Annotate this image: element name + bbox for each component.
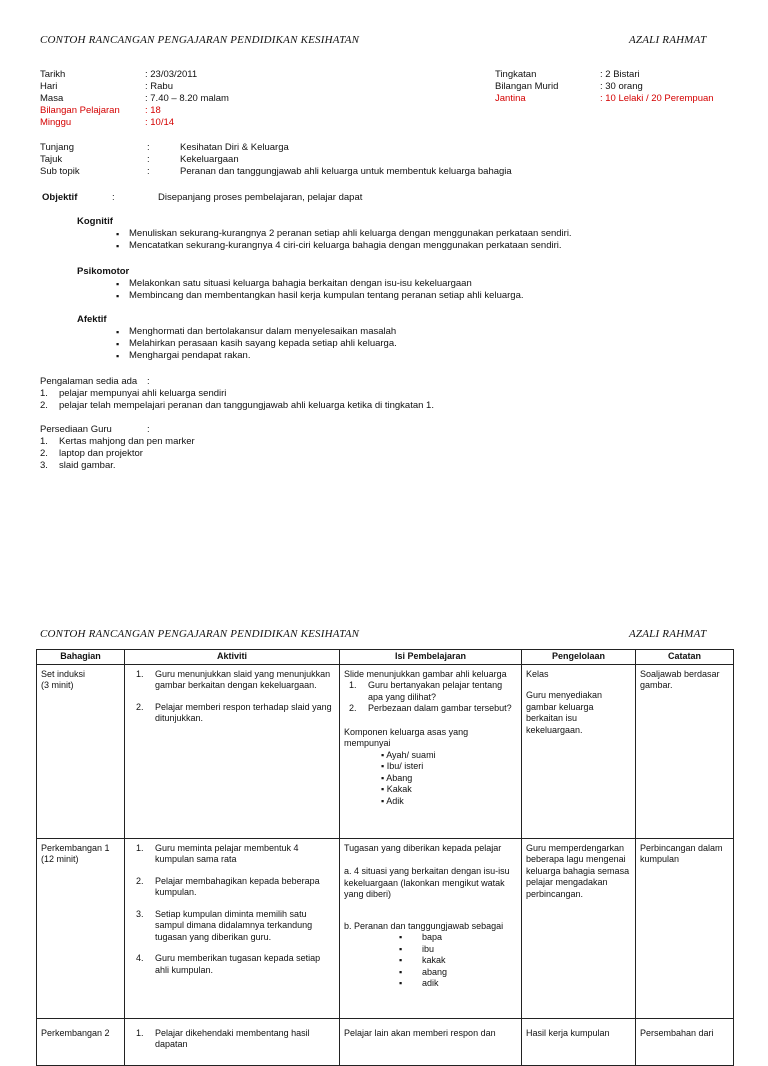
list-item: ▪ adik [422, 978, 517, 990]
list-item: 2. Pelajar membahagikan kepada beberapa kumpulan. [146, 876, 335, 899]
meta-label: Minggu [40, 117, 72, 128]
list-item: 1. Guru bertanyakan pelajar tentang apa yang dilihat? [359, 680, 517, 703]
pengalaman-title: Pengalaman sedia ada [40, 376, 138, 387]
meta-row-2 [40, 81, 740, 93]
topic-sep: : [147, 166, 150, 177]
topic-label: Sub topik [40, 166, 80, 177]
list-num: 3. [40, 460, 48, 471]
list-num: 1. [40, 436, 48, 447]
table-cell-bahagian [37, 664, 125, 838]
meta-label: Bilangan Pelajaran [40, 105, 120, 116]
table-cell-pengelolaan [522, 838, 636, 1018]
cell-text: Pelajar lain akan memberi respon dan [344, 1027, 496, 1038]
cell-text: Persembahan dari [640, 1027, 714, 1038]
list-num: 2. [40, 400, 48, 411]
meta-value: : 2 Bistari [600, 69, 640, 80]
topic-row-subtopik [40, 166, 740, 178]
pengalaman-item-1 [40, 388, 740, 400]
topic-row-tunjang [40, 142, 740, 154]
table-header-row [37, 650, 734, 665]
meta-label: Jantina [495, 93, 526, 104]
topic-label: Tunjang [40, 142, 74, 153]
topic-sep: : [147, 142, 150, 153]
topic-value: Peranan dan tanggungjawab ahli keluarga untuk membentuk keluarga bahagia [180, 166, 512, 177]
psikomotor-list [129, 278, 739, 302]
topic-sep: : [147, 154, 150, 165]
list-item: 2. Pelajar memberi respon terhadap slaid yang ditunjukkan. [146, 702, 335, 725]
table-cell-isi [340, 838, 522, 1018]
persediaan-title-row [40, 424, 740, 436]
persediaan-title: Persediaan Guru [40, 424, 112, 435]
table-cell-catatan [636, 664, 734, 838]
table-cell-isi [340, 1018, 522, 1065]
meta-row-5 [40, 117, 740, 129]
cell-text: Perkembangan 2 [41, 1027, 110, 1038]
cell-text: Guru memperdengarkan beberapa lagu mengenai keluarga bahagia semasa pelajar mengadakan perbincangan. [526, 842, 630, 899]
page2-header-title: CONTOH RANCANGAN PENGAJARAN PENDIDIKAN KESIHATAN [40, 628, 360, 640]
list-item: ▪ bapa [422, 932, 517, 944]
list-item: 1. Pelajar dikehendaki membentang hasil dapatan [146, 1028, 335, 1051]
meta-label: Masa [40, 93, 64, 104]
column-header: Pengelolaan [522, 650, 636, 665]
table-cell-isi [340, 664, 522, 838]
kognitif-list [129, 228, 739, 252]
afektif-title: Afektif [77, 314, 107, 325]
page2-header-author: AZALI RAHMAT [629, 628, 707, 640]
list-item: ▪ Adik [381, 796, 517, 808]
list-text: slaid gambar. [59, 460, 116, 471]
list-text: pelajar telah mempelajari peranan dan tanggungjawab ahli keluarga ketika di tingkatan 1. [59, 400, 434, 411]
meta-value: : Rabu [145, 81, 173, 92]
list-item: ▪ Ayah/ suami [381, 750, 517, 762]
cell-text: (3 minit) [41, 680, 74, 690]
list-text: Kertas mahjong dan pen marker [59, 436, 195, 447]
persediaan-sep: : [147, 424, 150, 435]
pengalaman-sep: : [147, 376, 150, 387]
list-item: ▪ Membincang dan membentangkan hasil kerja kumpulan tentang peranan setiap ahli keluarga. [129, 290, 739, 302]
table-cell-aktiviti [125, 838, 340, 1018]
cell-text: Perbincangan dalam kumpulan [640, 842, 723, 864]
meta-row-4 [40, 105, 740, 117]
table-cell-catatan [636, 1018, 734, 1065]
table-row [37, 838, 734, 1018]
cell-text: Perkembangan 1 [41, 842, 110, 853]
list-item: ▪ abang [422, 967, 517, 979]
table-cell-catatan [636, 838, 734, 1018]
list-text: laptop dan projektor [59, 448, 143, 459]
cell-text: Hasil kerja kumpulan [526, 1027, 610, 1038]
persediaan-item-1 [40, 436, 740, 448]
table-row [37, 664, 734, 838]
objektif-row [40, 192, 740, 204]
cell-text: b. Peranan dan tanggungjawab sebagai [344, 920, 504, 931]
list-item: ▪ Mencatatkan sekurang-kurangnya 4 ciri-ciri keluarga bahagia dengan menggunakan perkataan sendiri. [129, 240, 739, 252]
page-header-title: CONTOH RANCANGAN PENGAJARAN PENDIDIKAN KESIHATAN [40, 34, 360, 46]
topic-value: Kekeluargaan [180, 154, 239, 165]
table-cell-bahagian [37, 838, 125, 1018]
list-item: 4. Guru memberikan tugasan kepada setiap ahli kumpulan. [146, 953, 335, 976]
list-num: 2. [40, 448, 48, 459]
kognitif-title: Kognitif [77, 216, 113, 227]
column-header: Aktiviti [125, 650, 340, 665]
meta-value: : 10 Lelaki / 20 Perempuan [600, 93, 714, 104]
objektif-sep: : [112, 192, 115, 203]
list-item: ▪ Abang [381, 773, 517, 785]
cell-text: Slide menunjukkan gambar ahli keluarga [344, 668, 507, 679]
cell-text: Guru menyediakan gambar keluarga berkaitan isu kekeluargaan. [526, 690, 603, 735]
pengalaman-item-2 [40, 400, 740, 412]
list-item: ▪ Melakonkan satu situasi keluarga bahagia berkaitan dengan isu-isu kekeluargaan [129, 278, 739, 290]
meta-value: : 7.40 – 8.20 malam [145, 93, 229, 104]
table-cell-bahagian [37, 1018, 125, 1065]
topic-label: Tajuk [40, 154, 63, 165]
list-item: ▪ Menghormati dan bertolakansur dalam menyelesaikan masalah [129, 326, 739, 338]
cell-text: Kelas [526, 668, 549, 679]
table-cell-aktiviti [125, 1018, 340, 1065]
list-item: ▪ Melahirkan perasaan kasih sayang kepada setiap ahli keluarga. [129, 338, 739, 350]
meta-label: Hari [40, 81, 58, 92]
list-num: 1. [40, 388, 48, 399]
meta-value: : 23/03/2011 [145, 69, 198, 80]
cell-text: (12 minit) [41, 854, 79, 864]
objektif-label: Objektif [42, 192, 78, 203]
afektif-list [129, 326, 739, 362]
cell-text: Set induksi [41, 668, 86, 679]
persediaan-item-2 [40, 448, 740, 460]
psikomotor-title: Psikomotor [77, 266, 130, 277]
table-cell-aktiviti [125, 664, 340, 838]
cell-text: Komponen keluarga asas yang mempunyai [344, 726, 469, 748]
column-header: Catatan [636, 650, 734, 665]
list-item: 3. Setiap kumpulan diminta memilih satu sampul dimana didalamnya terkandung tugasan yang diberikan guru. [146, 909, 335, 944]
table-cell-pengelolaan [522, 664, 636, 838]
persediaan-item-3 [40, 460, 740, 472]
cell-text: a. 4 situasi yang berkaitan dengan isu-isu kekeluargaan (lakonkan mengikut watak yang diberi) [344, 866, 510, 899]
meta-label: Tingkatan [495, 69, 537, 80]
column-header: Isi Pembelajaran [340, 650, 522, 665]
table-row [37, 1018, 734, 1065]
meta-label: Tarikh [40, 69, 66, 80]
list-item: 1. Guru meminta pelajar membentuk 4 kumpulan sama rata [146, 843, 335, 866]
objektif-text: Disepanjang proses pembelajaran, pelajar dapat [158, 192, 363, 203]
meta-value: : 10/14 [145, 117, 175, 128]
topic-value: Kesihatan Diri & Keluarga [180, 142, 289, 153]
cell-text: Soaljawab berdasar gambar. [640, 668, 720, 690]
pengalaman-title-row [40, 376, 740, 388]
lesson-plan-table [36, 649, 734, 1066]
list-item: ▪ Menghargai pendapat rakan. [129, 350, 739, 362]
list-item: ▪ Menuliskan sekurang-kurangnya 2 peranan setiap ahli keluarga dengan menggunakan perkataan sendiri. [129, 228, 739, 240]
topic-row-tajuk [40, 154, 740, 166]
list-item: 2. Perbezaan dalam gambar tersebut? [359, 703, 517, 715]
list-item: ▪ kakak [422, 955, 517, 967]
list-item: ▪ Ibu/ isteri [381, 761, 517, 773]
meta-row-3 [40, 93, 740, 105]
meta-row-1 [40, 69, 740, 81]
list-item: ▪ Kakak [381, 784, 517, 796]
page-header-author: AZALI RAHMAT [629, 34, 707, 46]
cell-text: Tugasan yang diberikan kepada pelajar [344, 842, 502, 853]
list-item: ▪ ibu [422, 944, 517, 956]
list-item: 1. Guru menunjukkan slaid yang menunjukkan gambar berkaitan dengan kekeluargaan. [146, 669, 335, 692]
table-cell-pengelolaan [522, 1018, 636, 1065]
list-text: pelajar mempunyai ahli keluarga sendiri [59, 388, 227, 399]
meta-value: : 30 orang [600, 81, 643, 92]
column-header: Bahagian [37, 650, 125, 665]
meta-label: Bilangan Murid [495, 81, 559, 92]
meta-value: : 18 [145, 105, 161, 116]
